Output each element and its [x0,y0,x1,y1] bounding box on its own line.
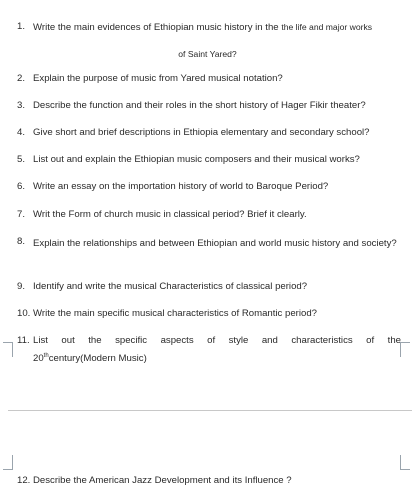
question-number: 4. [17,127,26,138]
question-3 [17,99,401,113]
question-number: 1. [17,21,26,32]
question-7 [17,208,401,222]
question-number: 8. [17,236,26,247]
question-number: 12. [17,475,31,486]
question-1-line-2: of Saint Yared? [178,49,237,59]
question-number: 10. [17,308,31,319]
page-corner-top-left [3,342,13,357]
question-2 [17,72,401,86]
question-text: Write an essay on the importation history of world to Baroque Period? [33,181,329,192]
question-text: Explain the relationships and between Ethiopian and world music history and society? [33,238,397,249]
question-4 [17,126,401,140]
question-number: 2. [17,73,26,84]
question-number: 9. [17,281,26,292]
question-text-line-2: 20thcentury(Modern Music) [33,353,147,364]
page-divider [8,410,412,411]
question-8 [17,235,401,253]
question-number: 3. [17,100,26,111]
question-text: Write the main specific musical characteristics of Romantic period? [33,308,318,319]
question-6 [17,180,401,194]
question-text: Describe the American Jazz Development and its Influence ? [33,475,292,486]
question-11 [17,334,401,366]
question-12 [17,474,401,488]
page-corner-bottom-right [400,455,410,470]
question-number: 11. [17,335,30,346]
question-text: List out the specific aspects of style and characteristics of the [33,335,401,346]
question-number: 5. [17,154,26,165]
question-9 [17,280,401,294]
question-text: Describe the function and their roles in the short history of Hager Fikir theater? [33,100,366,111]
question-text: Identify and write the musical Characteristics of classical period? [33,281,308,292]
question-10 [17,307,401,321]
question-1 [17,20,401,35]
question-text: List out and explain the Ethiopian music composers and their musical works? [33,154,360,165]
page-corner-top-right [400,342,410,357]
question-text: Give short and brief descriptions in Ethiopia elementary and secondary school? [33,127,370,138]
page-corner-bottom-left [3,455,13,470]
question-5 [17,153,401,167]
question-text-continued: the life and major works [281,22,373,32]
question-text: Write the main evidences of Ethiopian music history in the [33,22,279,33]
question-text: Writ the Form of church music in classical period? Brief it clearly. [33,209,307,220]
question-text: Explain the purpose of music from Yared musical notation? [33,73,283,84]
question-number: 6. [17,181,26,192]
question-number: 7. [17,209,26,220]
